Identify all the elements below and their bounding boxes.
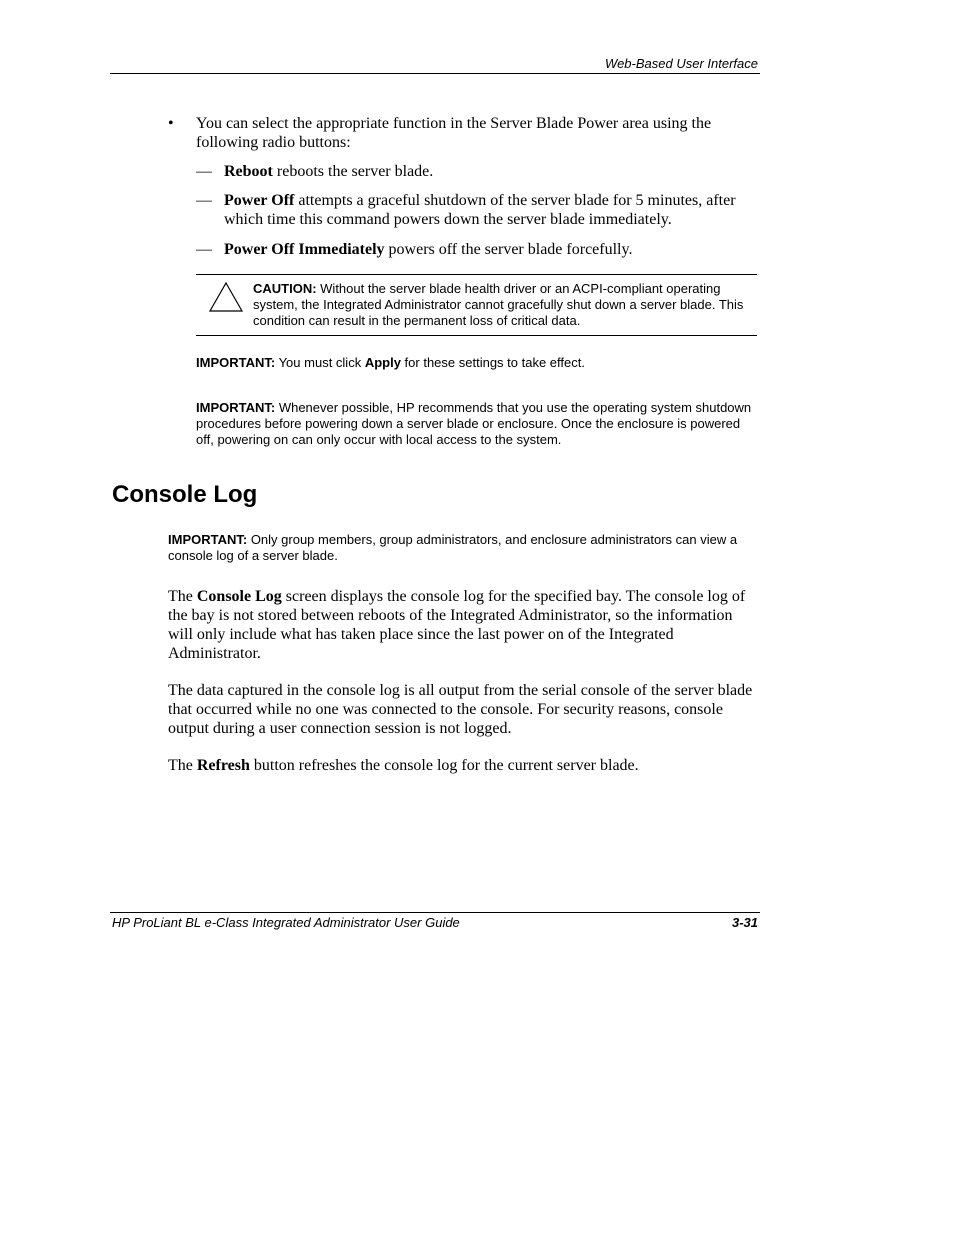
important-note-shutdown: [196, 400, 756, 448]
important-label: IMPORTANT:: [196, 400, 276, 415]
footer-rule: [110, 912, 760, 913]
caution-label: CAUTION:: [253, 281, 317, 296]
dash-item-power-off-immediately: [196, 240, 760, 259]
running-header: Web-Based User Interface: [605, 56, 758, 71]
caution-box: [196, 274, 757, 336]
dash-mark: —: [196, 163, 212, 180]
bullet-item: [168, 114, 760, 152]
paragraph-data-captured: The data captured in the console log is all output from the serial console of the server blade that occurred while no one was connected to the console. For security reasons, console output during a user connection session is not logged.: [168, 682, 753, 737]
dash-desc: reboots the server blade.: [272, 163, 434, 180]
caution-body: Without the server blade health driver or an ACPI-compliant operating system, the Integrated Administrator cannot gracefully shut down a server blade. This condition can result in the permanent loss of critical data.: [253, 281, 744, 328]
dash-desc: powers off the server blade forcefully.: [384, 241, 633, 258]
important-note-apply: [196, 355, 760, 371]
para-text: The: [168, 757, 197, 774]
dash-item-power-off: [196, 191, 760, 229]
console-log-term: Console Log: [196, 588, 282, 605]
paragraph-console-log: [168, 587, 760, 663]
important-text: Whenever possible, HP recommends that you use the operating system shutdown procedures before powering down a server blade or enclosure. Once the enclosure is powered off, powering on can only occur with local access to the system.: [196, 400, 752, 447]
important-text: Only group members, group administrators, and enclosure administrators can view a console log of a server blade.: [168, 532, 738, 563]
dash-term: Power Off: [224, 192, 295, 209]
dash-mark: —: [196, 192, 212, 209]
bullet-symbol: •: [168, 115, 174, 132]
dash-mark: —: [196, 241, 212, 258]
important-label: IMPORTANT:: [168, 532, 248, 547]
page-number: 3-31: [731, 915, 758, 930]
important-note-access: [168, 532, 756, 564]
dash-text: [224, 162, 760, 181]
dash-text: [224, 191, 760, 229]
paragraph-refresh: [168, 756, 760, 775]
para-text: The: [168, 588, 197, 605]
refresh-term: Refresh: [196, 757, 250, 774]
dash-term: Power Off Immediately: [224, 241, 385, 258]
header-rule: [110, 73, 760, 74]
apply-term: Apply: [364, 355, 401, 370]
footer-guide-title: HP ProLiant BL e-Class Integrated Administrator User Guide: [112, 915, 460, 930]
dash-item-reboot: [196, 162, 760, 181]
caution-text: [253, 281, 753, 329]
section-heading: Console Log: [112, 481, 258, 508]
dash-desc: attempts a graceful shutdown of the server blade for 5 minutes, after which time this command powers down the server blade immediately.: [224, 192, 736, 228]
dash-term: Reboot: [224, 163, 273, 180]
important-label: IMPORTANT:: [196, 355, 276, 370]
para-text: button refreshes the console log for the current server blade.: [249, 757, 639, 774]
para-text: screen displays the console log for the specified bay. The console log of the bay is not stored between reboots of the Integrated Administrator, so the information will only include what has taken place since the last power on of the Integrated Administrator.: [168, 588, 746, 662]
warning-triangle-icon: [208, 281, 244, 313]
dash-text: [224, 240, 760, 259]
important-text: You must click: [275, 355, 365, 370]
bullet-text: You can select the appropriate function in the Server Blade Power area using the following radio buttons:: [196, 115, 712, 151]
important-text: for these settings to take effect.: [400, 355, 585, 370]
